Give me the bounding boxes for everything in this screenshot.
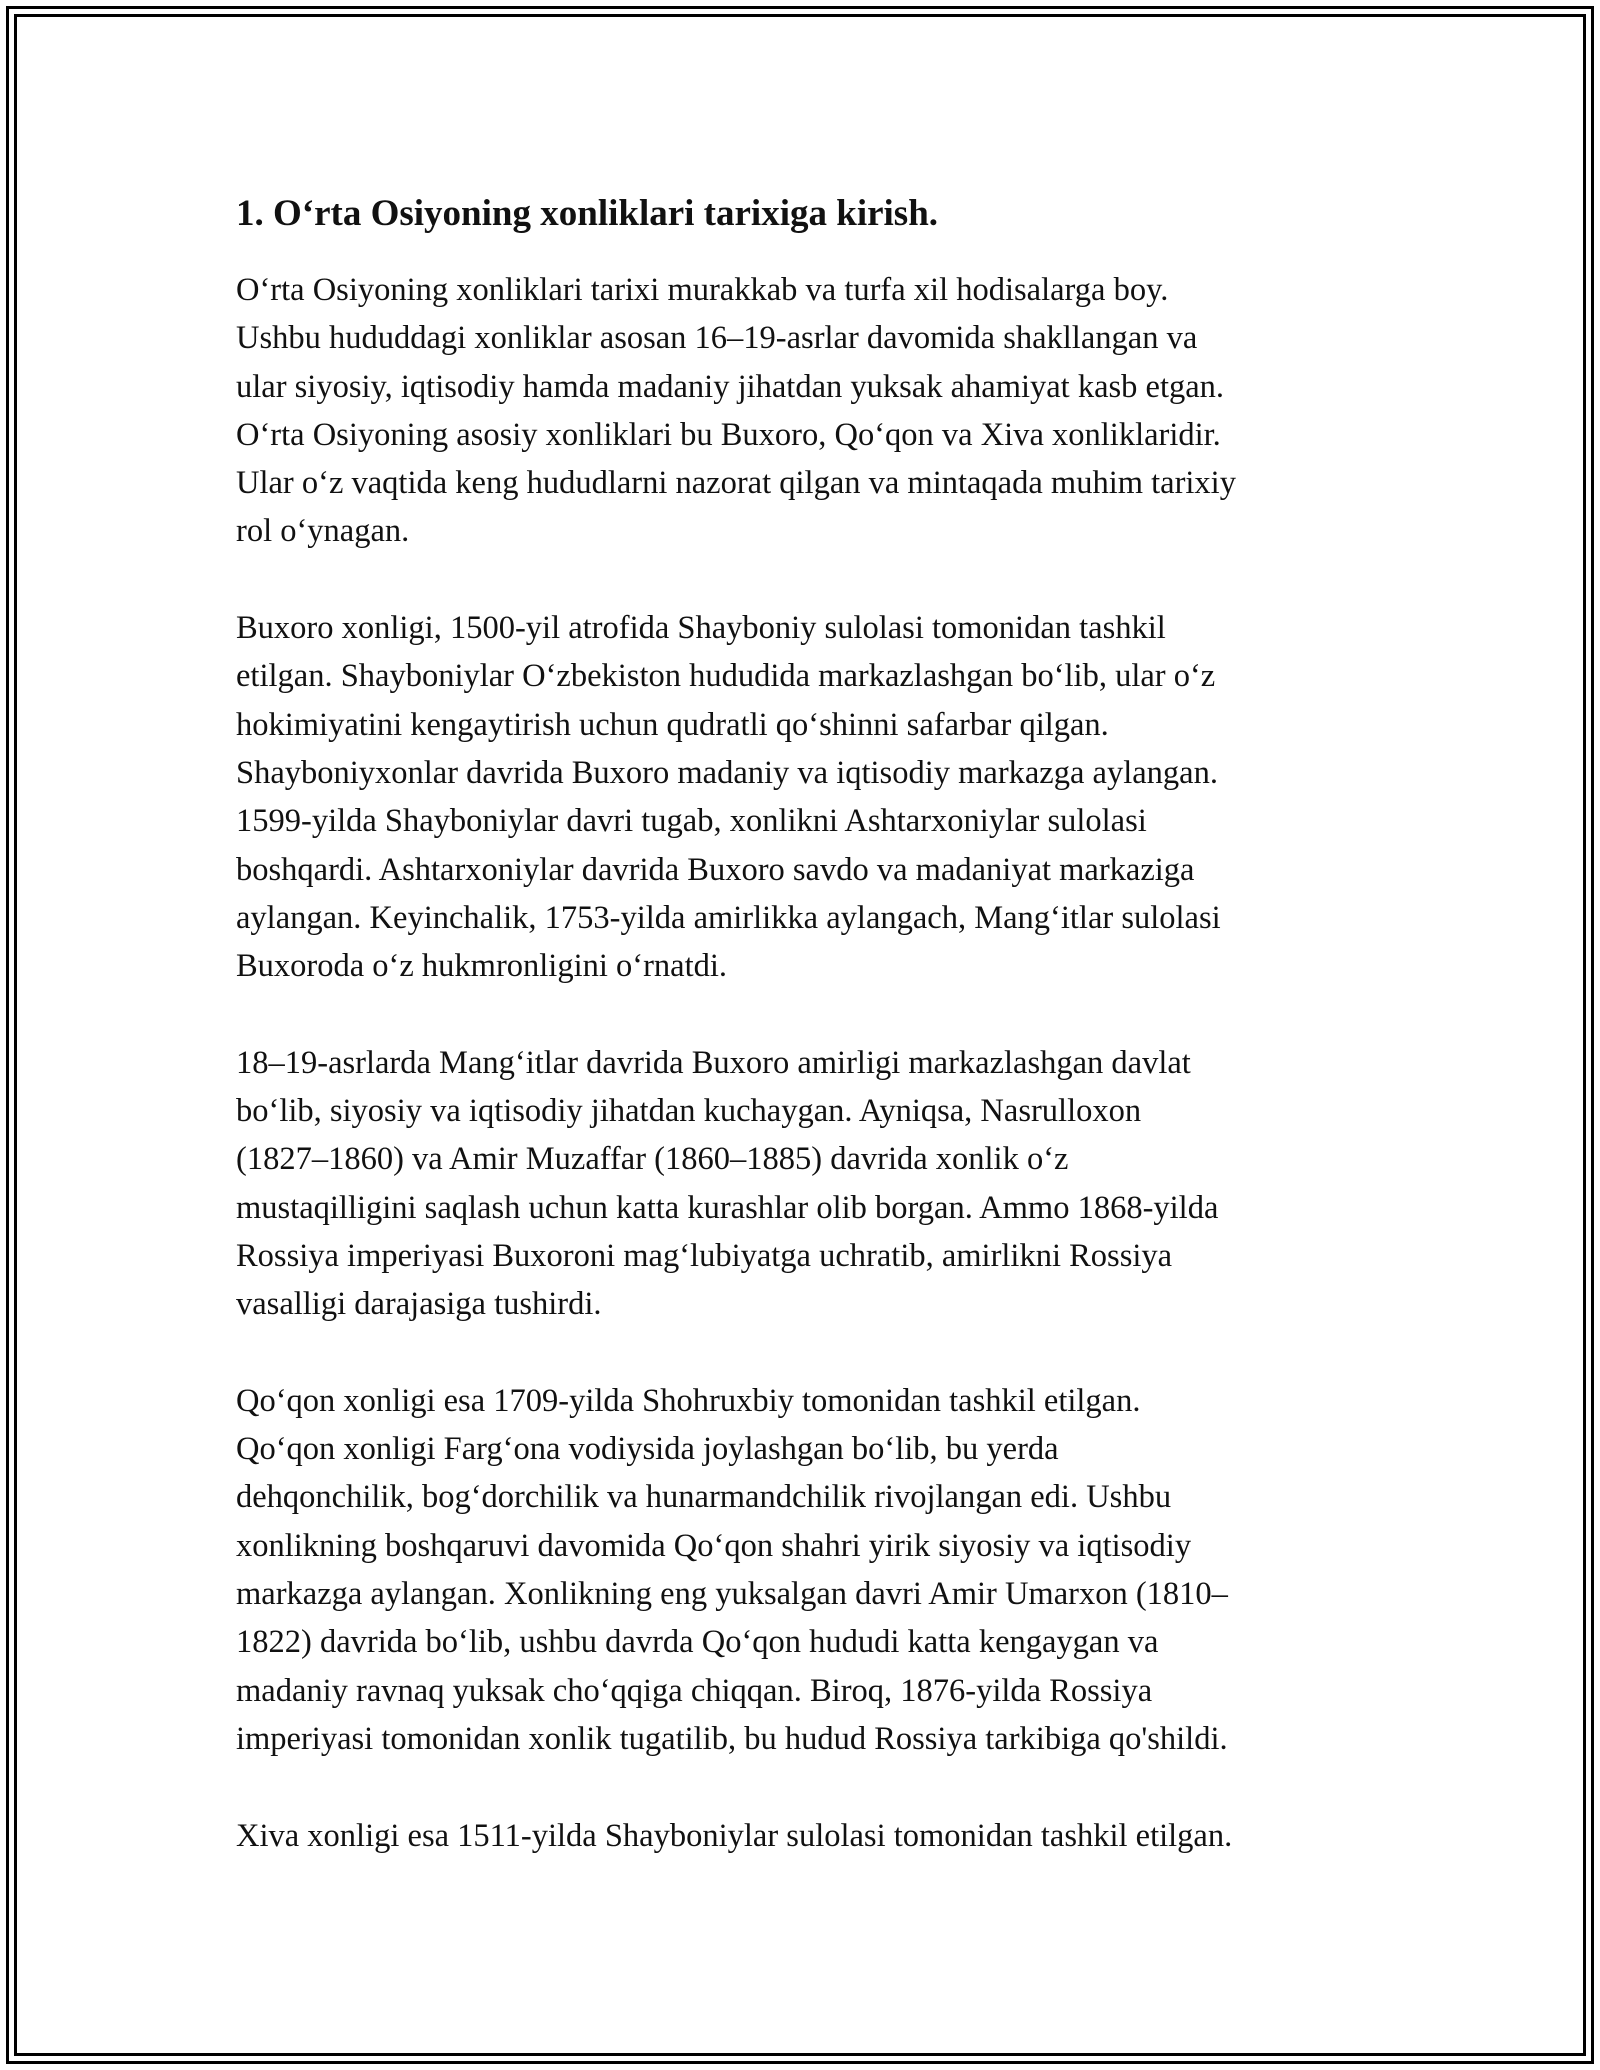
paragraph	[236, 1812, 1376, 1860]
paragraph-line: etilgan. Shayboniylar O‘zbekiston hududida markazlashgan bo‘lib, ular o‘z	[236, 658, 1216, 695]
paragraph	[236, 604, 1376, 990]
paragraph-line: madaniy ravnaq yuksak cho‘qqiga chiqqan. Biroq, 1876-yilda Rossiya	[236, 1672, 1153, 1709]
paragraph	[236, 1039, 1376, 1329]
paragraph-line: mustaqilligini saqlash uchun katta kurashlar olib borgan. Ammo 1868-yilda	[236, 1189, 1219, 1226]
paragraph-line: rol o‘ynagan.	[236, 513, 410, 550]
paragraph-line: O‘rta Osiyoning xonliklari tarixi murakkab va turfa xil hodisalarga boy.	[236, 272, 1169, 308]
paragraph-line: aylangan. Keyinchalik, 1753-yilda amirlikka aylangach, Mang‘itlar sulolasi	[236, 899, 1221, 936]
paragraph-line: bo‘lib, siyosiy va iqtisodiy jihatdan kuchaygan. Ayniqsa, Nasrulloxon	[236, 1093, 1142, 1130]
paragraph-line: Ular o‘z vaqtida keng hududlarni nazorat qilgan va mintaqada muhim tarixiy	[236, 465, 1236, 502]
paragraph-line: imperiyasi tomonidan xonlik tugatilib, bu hudud Rossiya tarkibiga qo'shildi.	[236, 1720, 1228, 1757]
paragraph-line: markazga aylangan. Xonlikning eng yuksalgan davri Amir Umarxon (1810–	[236, 1576, 1228, 1613]
document-body	[236, 186, 1376, 1908]
paragraph-line: dehqonchilik, bog‘dorchilik va hunarmandchilik rivojlangan edi. Ushbu	[236, 1479, 1172, 1516]
paragraph-list	[236, 266, 1376, 1860]
paragraph-line: vasalligi darajasiga tushirdi.	[236, 1286, 602, 1323]
paragraph-line: Ushbu hududdagi xonliklar asosan 16–19-asrlar davomida shakllangan va	[236, 320, 1198, 357]
paragraph-line: O‘rta Osiyoning asosiy xonliklari bu Buxoro, Qo‘qon va Xiva xonliklaridir.	[236, 416, 1221, 453]
paragraph-line: boshqardi. Ashtarxoniylar davrida Buxoro savdo va madaniyat markaziga	[236, 851, 1195, 888]
paragraph-line: Qo‘qon xonligi esa 1709-yilda Shohruxbiy tomonidan tashkil etilgan.	[236, 1382, 1141, 1419]
paragraph-line: 1599-yilda Shayboniylar davri tugab, xonlikni Ashtarxoniylar sulolasi	[236, 803, 1147, 840]
paragraph-line: Qo‘qon xonligi Farg‘ona vodiysida joylashgan bo‘lib, bu yerda	[236, 1431, 1059, 1468]
paragraph-line: hokimiyatini kengaytirish uchun qudratli qo‘shinni safarbar qilgan.	[236, 706, 1109, 743]
paragraph-line: Buxoro xonligi, 1500-yil atrofida Shayboniy sulolasi tomonidan tashkil	[236, 610, 1166, 647]
paragraph-line: ular siyosiy, iqtisodiy hamda madaniy jihatdan yuksak ahamiyat kasb etgan.	[236, 368, 1225, 405]
paragraph-line: Shayboniyxonlar davrida Buxoro madaniy va iqtisodiy markazga aylangan.	[236, 754, 1218, 791]
paragraph-line: Rossiya imperiyasi Buxoroni mag‘lubiyatga uchratib, amirlikni Rossiya	[236, 1237, 1173, 1274]
paragraph-line: (1827–1860) va Amir Muzaffar (1860–1885) davrida xonlik o‘z	[236, 1141, 1069, 1178]
paragraph	[236, 266, 1376, 556]
paragraph-line: 18–19-asrlarda Mang‘itlar davrida Buxoro amirligi markazlashgan davlat	[236, 1044, 1191, 1081]
paragraph-line: Xiva xonligi esa 1511-yilda Shayboniylar sulolasi tomonidan tashkil etilgan.	[236, 1817, 1233, 1854]
paragraph-line: xonlikning boshqaruvi davomida Qo‘qon shahri yirik siyosiy va iqtisodiy	[236, 1527, 1192, 1564]
paragraph	[236, 1377, 1376, 1763]
paragraph-line: Buxoroda o‘z hukmronligini o‘rnatdi.	[236, 948, 728, 985]
paragraph-line: 1822) davrida bo‘lib, ushbu davrda Qo‘qon hududi katta kengaygan va	[236, 1624, 1159, 1661]
section-heading: 1. O‘rta Osiyoning xonliklari tarixiga kirish.	[236, 193, 939, 234]
